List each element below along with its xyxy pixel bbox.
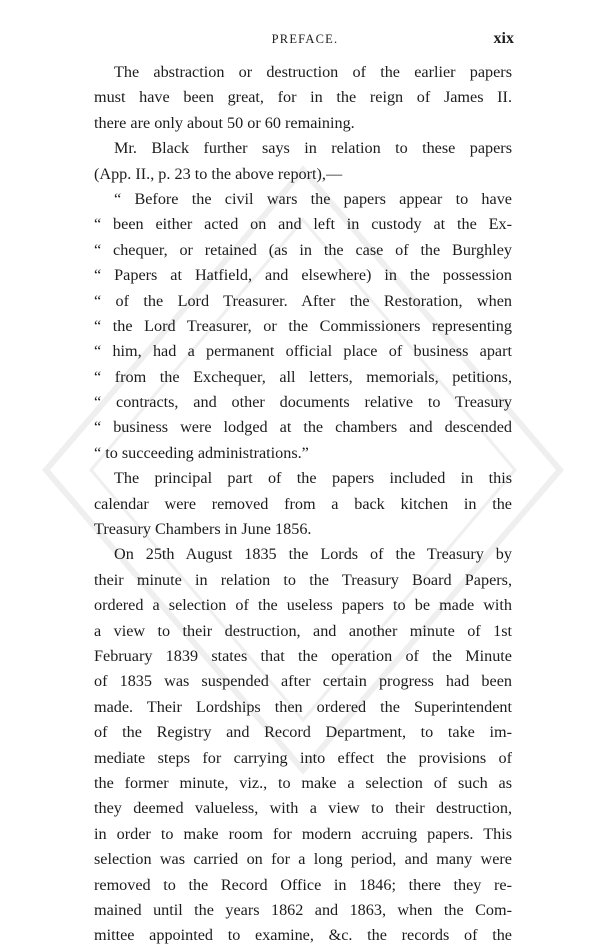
text-line: made. Their Lordships then ordered the Superintendent — [94, 697, 512, 716]
text-line: “ him, had a permanent official place of business apart — [94, 342, 512, 361]
text-line: the former minute, viz., to make a selection of such as — [94, 773, 512, 792]
text-line: “ business were lodged at the chambers and descended — [94, 418, 512, 437]
text-line: removed to the Record Office in 1846; there they re- — [94, 875, 512, 894]
text-line: must have been great, for in the reign of James II. — [94, 88, 512, 107]
body-text — [94, 60, 512, 949]
page-header — [96, 30, 514, 52]
running-head: PREFACE. — [271, 32, 339, 46]
text-line: of the Registry and Record Department, to take im- — [94, 723, 512, 742]
text-line: “ to succeeding administrations.” — [94, 443, 309, 462]
text-line: ordered a selection of the useless papers to be made with — [94, 596, 512, 615]
text-line: “ been either acted on and left in custody at the Ex- — [94, 215, 512, 234]
text-line: “ from the Exchequer, all letters, memorials, petitions, — [94, 367, 512, 386]
text-line: “ Before the civil wars the papers appear to have — [114, 189, 512, 208]
text-line: “ Papers at Hatfield, and elsewhere) in the possession — [94, 266, 512, 285]
text-line: in order to make room for modern accruing papers. This — [94, 824, 512, 843]
text-line: mediate steps for carrying into effect the provisions of — [94, 748, 512, 767]
page-number: xix — [493, 30, 514, 47]
text-line: The principal part of the papers included in this — [114, 469, 512, 488]
text-line: “ contracts, and other documents relative to Treasury — [94, 393, 512, 412]
text-line: mained until the years 1862 and 1863, when the Com- — [94, 900, 512, 919]
text-line: they deemed valueless, with a view to their destruction, — [94, 799, 512, 818]
text-line: calendar were removed from a back kitchen in the — [94, 494, 512, 513]
text-line: February 1839 states that the operation of the Minute — [94, 646, 512, 665]
text-line: “ chequer, or retained (as in the case of the Burghley — [94, 240, 512, 259]
text-line: there are only about 50 or 60 remaining. — [94, 113, 355, 132]
text-line: The abstraction or destruction of the earlier papers — [114, 63, 512, 81]
text-line: Mr. Black further says in relation to these papers — [114, 139, 512, 158]
text-line: On 25th August 1835 the Lords of the Treasury by — [114, 545, 512, 564]
text-line: a view to their destruction, and another minute of 1st — [94, 621, 512, 640]
text-line: (App. II., p. 23 to the above report),— — [94, 164, 343, 183]
text-line: Treasury Chambers in June 1856. — [94, 520, 312, 539]
text-line: of 1835 was suspended after certain progress had been — [94, 672, 512, 691]
text-line: “ the Lord Treasurer, or the Commissioners representing — [94, 316, 512, 335]
text-line: selection was carried on for a long period, and many were — [94, 850, 512, 869]
text-line: their minute in relation to the Treasury Board Papers, — [94, 570, 512, 589]
text-line: “ of the Lord Treasurer. After the Restoration, when — [94, 291, 512, 310]
text-line: mittee appointed to examine, &c. the records of the — [94, 926, 512, 945]
